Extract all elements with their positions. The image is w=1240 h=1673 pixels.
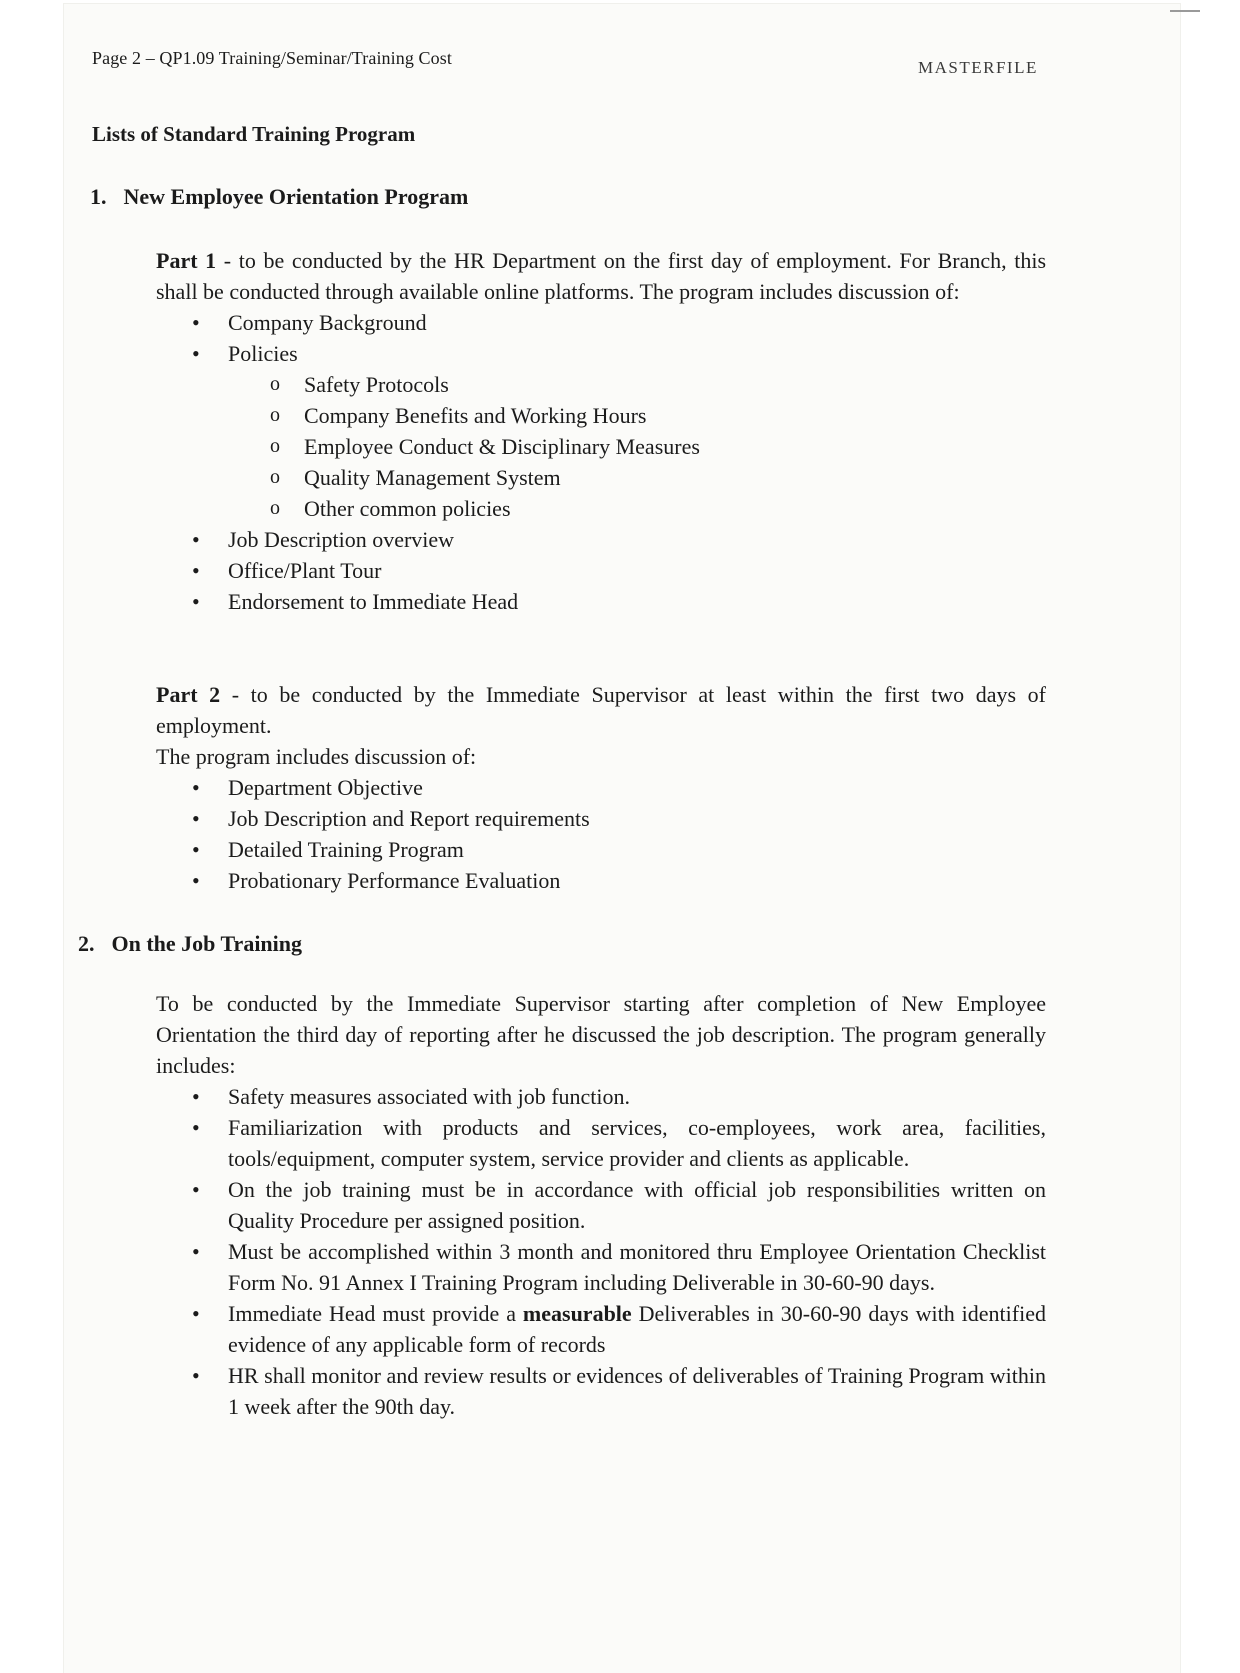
sublist-item: o Employee Conduct & Disciplinary Measures — [156, 431, 1046, 462]
scan-mark — [1170, 10, 1200, 12]
item-text: Immediate Head must provide a — [228, 1301, 523, 1326]
section-2-number: 2. — [78, 931, 95, 956]
section-2-heading — [78, 931, 302, 957]
part-1-list — [156, 307, 1046, 617]
document-title: Lists of Standard Training Program — [92, 122, 416, 146]
list-item: • Office/Plant Tour — [156, 555, 1046, 586]
ojt-list — [156, 1081, 1046, 1422]
part-1-block — [156, 245, 1046, 617]
item-text: Deliverables in 30-60-90 days with identified evidence of any applicable form of records — [228, 1301, 1046, 1357]
page-header: Page 2 – QP1.09 Training/Seminar/Training Cost — [92, 48, 452, 68]
list-item: • Job Description overview — [156, 524, 1046, 555]
list-item: • Detailed Training Program — [156, 834, 1046, 865]
part-2-block — [156, 679, 1046, 896]
masterfile-stamp: MASTERFILE — [918, 58, 1038, 77]
policies-sublist — [156, 369, 1046, 524]
sublist-item: o Safety Protocols — [156, 369, 1046, 400]
list-item: • Endorsement to Immediate Head — [156, 586, 1046, 617]
list-item: • Must be accomplished within 3 month and monitored thru Employee Orientation Checklist Form No. 91 Annex I Training Program including Deliverable in 30-60-90 days. — [156, 1236, 1046, 1298]
list-item: • Company Background — [156, 307, 1046, 338]
list-item — [156, 1298, 1046, 1360]
part-2-text: - to be conducted by the Immediate Supervisor at least within the first two days of employment. — [156, 682, 1046, 738]
list-item: • Safety measures associated with job function. — [156, 1081, 1046, 1112]
part-2-intro: The program includes discussion of: — [156, 744, 477, 769]
part-1-paragraph — [156, 245, 1046, 307]
list-item-label: Policies — [228, 341, 298, 366]
ojt-block — [156, 988, 1046, 1422]
ojt-intro: To be conducted by the Immediate Supervisor starting after completion of New Employee Orientation the third day of reporting after he discussed the job description. The program generally includes: — [156, 991, 1046, 1078]
sublist-item: o Quality Management System — [156, 462, 1046, 493]
section-1-heading — [90, 184, 468, 210]
list-item: • On the job training must be in accordance with official job responsibilities written on Quality Procedure per assigned position. — [156, 1174, 1046, 1236]
part-1-text: - to be conducted by the HR Department on the first day of employment. For Branch, this shall be conducted through available online platforms. The program includes discussion of: — [156, 248, 1047, 304]
list-item: • HR shall monitor and review results or evidences of deliverables of Training Program within 1 week after the 90th day. — [156, 1360, 1046, 1422]
list-item: • Job Description and Report requirements — [156, 803, 1046, 834]
section-2-title: On the Job Training — [111, 931, 303, 956]
part-2-list — [156, 772, 1046, 896]
list-item — [156, 338, 1046, 524]
part-1-label: Part 1 — [156, 248, 217, 273]
item-emphasis: measurable — [522, 1301, 632, 1326]
section-1-title: New Employee Orientation Program — [123, 184, 469, 209]
list-item: • Familiarization with products and services, co-employees, work area, facilities, tools/equipment, computer system, service provider and clients as applicable. — [156, 1112, 1046, 1174]
list-item: • Department Objective — [156, 772, 1046, 803]
sublist-item: o Company Benefits and Working Hours — [156, 400, 1046, 431]
part-2-paragraph — [156, 679, 1046, 741]
list-item: • Probationary Performance Evaluation — [156, 865, 1046, 896]
part-2-label: Part 2 — [156, 682, 221, 707]
sublist-item: o Other common policies — [156, 493, 1046, 524]
section-1-number: 1. — [90, 184, 107, 209]
